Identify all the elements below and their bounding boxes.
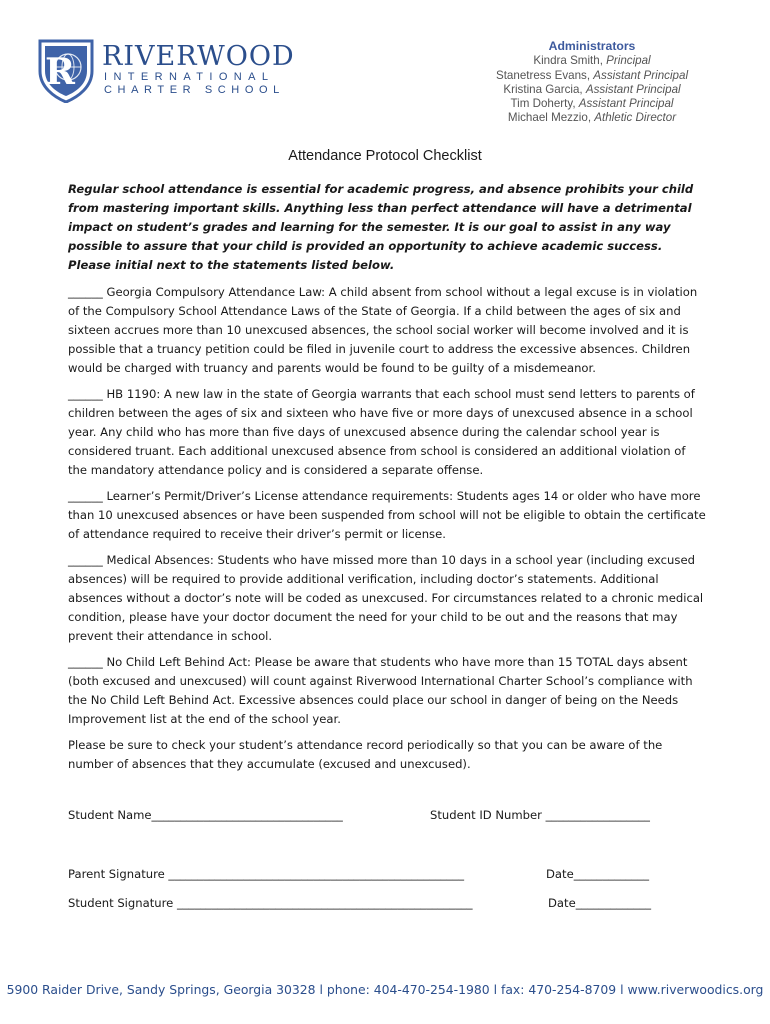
footer-contact-info: 5900 Raider Drive, Sandy Springs, Georgia 30328 l phone: 404-470-254-1980 l fax: 470-254-8709 l www.riverwoodics.org bbox=[6, 982, 764, 997]
administrator-entry: Tim Doherty, Assistant Principal bbox=[510, 97, 674, 111]
administrator-entry: Kristina Garcia, Assistant Principal bbox=[503, 82, 681, 96]
administrator-role: Principal bbox=[606, 54, 651, 68]
parent-date-field[interactable]: Date_____________ bbox=[546, 867, 650, 881]
logo-letter: R bbox=[45, 51, 75, 93]
student-date-field[interactable]: Date_____________ bbox=[548, 896, 652, 910]
administrator-name: Michael Mezzio bbox=[507, 111, 588, 125]
document-title: Attendance Protocol Checklist bbox=[288, 148, 482, 164]
administrators-heading: Administrators bbox=[548, 39, 636, 53]
administrators-block bbox=[472, 39, 712, 126]
logo-subtitle-international: INTERNATIONAL bbox=[104, 71, 275, 83]
administrator-name: Kindra Smith bbox=[533, 54, 600, 68]
checklist-item-compulsory-law: ______ Georgia Compulsory Attendance Law: A child absent from school without a legal excuse is in violation of the Compulsory School Attendance Laws of the State of Georgia. If a child between the ages of six and sixteen accrues more than 10 unexcused absences, the school social worker will become involved and it is possible that a truancy petition could be filed in juvenile court to address the excessive absences. Children would be charged with truancy and parents would be found to be guilty of a misdemeanor. bbox=[68, 285, 698, 375]
document-body bbox=[68, 180, 708, 781]
administrator-name: Kristina Garcia bbox=[503, 82, 580, 96]
student-id-field[interactable]: Student ID Number __________________ bbox=[430, 808, 650, 822]
school-logo bbox=[38, 37, 295, 103]
checklist-item-hb1190: ______ HB 1190: A new law in the state of Georgia warrants that each school must send letters to parents of children between the ages of six and sixteen who have five or more days of unexcused absence in a school year. Any child who has more than five days of unexcused absence during the calendar school year is considered truant. Each additional unexcused absence from school is considered an additional violation of the mandatory attendance policy and is considered a separate offense. bbox=[68, 387, 695, 477]
parent-signature-field[interactable]: Parent Signature ___________________________________________________ bbox=[68, 867, 465, 881]
administrator-name: Stanetress Evans bbox=[495, 68, 587, 82]
checklist-item-drivers-license: ______ Learner’s Permit/Driver’s License attendance requirements: Students ages 14 or older who have more than 10 unexcused absences or have been suspended from school will not be eligible to obtain the certificate of attendance required to receive their driver’s permit or license. bbox=[68, 489, 706, 541]
administrator-name: Tim Doherty bbox=[510, 97, 573, 111]
logo-school-name: RIVERWOOD bbox=[102, 41, 295, 72]
administrator-role: Athletic Director bbox=[594, 111, 677, 125]
student-name-field[interactable]: Student Name_________________________________ bbox=[68, 808, 343, 822]
checklist-item-medical-absences: ______ Medical Absences: Students who have missed more than 10 days in a school year (including excused absences) will be required to provide additional verification, including doctor’s statements. Additional absences without a doctor’s note will be coded as unexcused. For circumstances related to a chronic medical condition, please have your doctor document the need for your child to be out and the reasons that may prevent their attendance in school. bbox=[68, 553, 704, 643]
administrator-role: Assistant Principal bbox=[593, 68, 689, 82]
administrator-entry: Kindra Smith, Principal bbox=[533, 54, 651, 68]
logo-subtitle-charter-school: CHARTER SCHOOL bbox=[104, 84, 285, 96]
student-signature-field[interactable]: Student Signature ___________________________________________________ bbox=[68, 896, 473, 910]
administrator-role: Assistant Principal bbox=[578, 97, 674, 111]
intro-paragraph: Regular school attendance is essential for academic progress, and absence prohibits your child from mastering important skills. Anything less than perfect attendance will have a detrimental impact on student’s grades and learning for the semester. It is our goal to assist in any way possible to assure that your child is provided an opportunity to achieve academic success. Please initial next to the statements listed below. bbox=[68, 182, 694, 272]
administrator-entry: Stanetress Evans, Assistant Principal bbox=[495, 68, 689, 82]
administrator-entry: Michael Mezzio, Athletic Director bbox=[507, 111, 677, 125]
checklist-item-nclb: ______ No Child Left Behind Act: Please be aware that students who have more than 15 TOTAL days absent (both excused and unexcused) will count against Riverwood International Charter School’s compliance with the No Child Left Behind Act. Excessive absences could place our school in danger of being on the Needs Improvement list at the end of the school year. bbox=[68, 655, 693, 726]
administrator-role: Assistant Principal bbox=[585, 82, 681, 96]
reminder-paragraph: Please be sure to check your student’s attendance record periodically so that you can be aware of the number of absences that they accumulate (excused and unexcused). bbox=[68, 738, 663, 771]
shield-crest-icon bbox=[38, 37, 94, 103]
